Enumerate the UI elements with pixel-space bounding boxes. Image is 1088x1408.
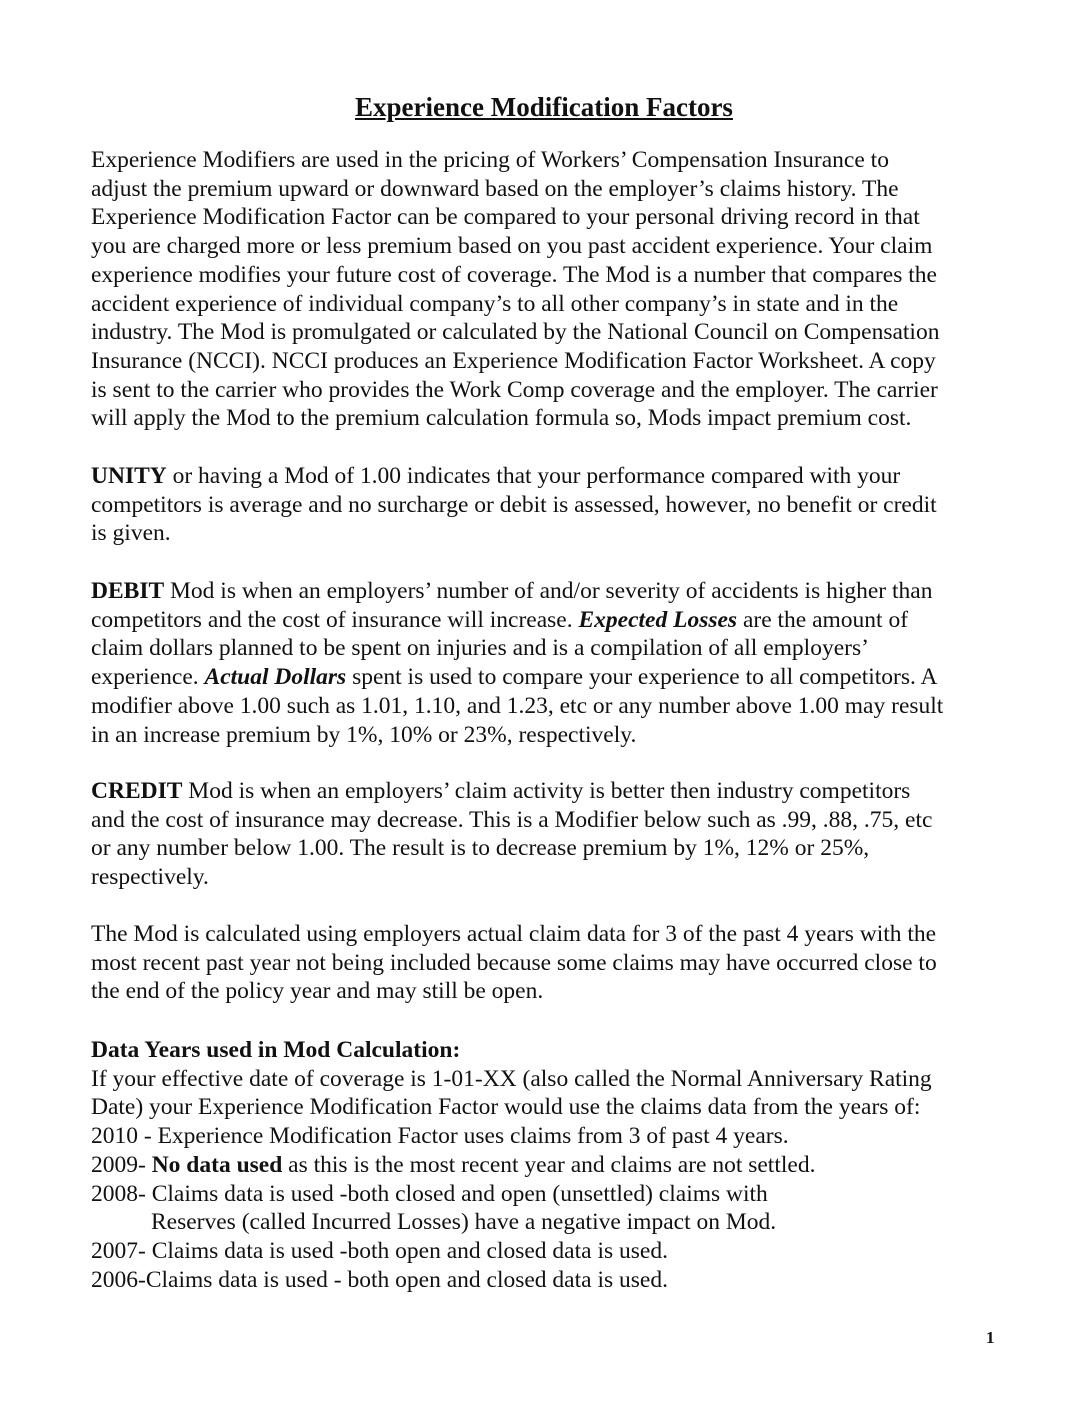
data-years-heading: Data Years used in Mod Calculation: (91, 1037, 461, 1063)
year-2006-line: 2006-Claims data is used - both open and closed data is used. (91, 1266, 668, 1293)
data-years-section (91, 1036, 1011, 1294)
page-number: 1 (986, 1328, 995, 1347)
expected-losses-term: Expected Losses (578, 606, 738, 633)
intro-line: industry. The Mod is promulgated or calculated by the National Council on Compensation (91, 319, 940, 346)
intro-line: experience modifies your future cost of coverage. The Mod is a number that compares the (91, 261, 937, 288)
debit-line: claim dollars planned to be spent on injuries and is a compilation of all employers’ (91, 635, 869, 662)
debit-line: in an increase premium by 1%, 10% or 23%, respectively. (91, 721, 637, 748)
intro-line: adjust the premium upward or downward based on the employer’s claims history. The (91, 175, 899, 202)
intro-line: Experience Modifiers are used in the pricing of Workers’ Compensation Insurance to (91, 147, 889, 173)
intro-line: will apply the Mod to the premium calculation formula so, Mods impact premium cost. (91, 405, 912, 432)
debit-term: DEBIT (91, 578, 165, 604)
intro-line: accident experience of individual company’s to all other company’s in state and in the (91, 290, 899, 317)
year-2007-line: 2007- Claims data is used -both open and closed data is used. (91, 1237, 668, 1264)
actual-dollars-term: Actual Dollars (204, 664, 347, 691)
year-2009-line: 2009- No data used as this is the most recent year and claims are not settled. (91, 1151, 816, 1178)
unity-line: UNITY or having a Mod of 1.00 indicates that your performance compared with your (91, 463, 901, 489)
credit-line: and the cost of insurance may decrease. This is a Modifier below such as .99, .88, .75, etc (91, 806, 933, 833)
data-years-line: Date) your Experience Modification Factor would use the claims data from the years of: (91, 1094, 921, 1121)
unity-line: is given. (91, 520, 171, 547)
debit-line: DEBIT Mod is when an employers’ number of and/or severity of accidents is higher than (91, 578, 933, 604)
unity-term: UNITY (91, 463, 167, 489)
intro-line: Insurance (NCCI). NCCI produces an Experience Modification Factor Worksheet. A copy (91, 347, 936, 374)
calculation-line: The Mod is calculated using employers actual claim data for 3 of the past 4 years with the (91, 921, 937, 947)
unity-paragraph (91, 462, 1011, 548)
calculation-line: most recent past year not being included because some claims may have occurred close to (91, 949, 937, 976)
credit-term: CREDIT (91, 778, 183, 804)
credit-line: respectively. (91, 864, 209, 891)
year-2008-line: 2008- Claims data is used -both closed and open (unsettled) claims with (91, 1180, 768, 1207)
intro-line: is sent to the carrier who provides the Work Comp coverage and the employer. The carrier (91, 376, 938, 403)
debit-line: modifier above 1.00 such as 1.01, 1.10, and 1.23, etc or any number above 1.00 may result (91, 692, 944, 719)
debit-line: competitors and the cost of insurance will increase. Expected Losses are the amount of (91, 606, 909, 633)
document-title: Experience Modification Factors (355, 92, 733, 122)
debit-paragraph (91, 577, 1011, 749)
intro-line: Experience Modification Factor can be compared to your personal driving record in that (91, 204, 920, 231)
data-years-line: If your effective date of coverage is 1-01-XX (also called the Normal Anniversary Rating (91, 1065, 932, 1092)
unity-line: competitors is average and no surcharge or debit is assessed, however, no benefit or credit (91, 491, 937, 518)
calculation-line: the end of the policy year and may still be open. (91, 978, 544, 1005)
intro-paragraph (91, 146, 1011, 433)
credit-paragraph (91, 777, 1011, 892)
credit-line: CREDIT Mod is when an employers’ claim activity is better then industry competitors (91, 778, 911, 804)
credit-line: or any number below 1.00. The result is to decrease premium by 1%, 12% or 25%, (91, 835, 870, 862)
intro-line: you are charged more or less premium based on you past accident experience. Your claim (91, 233, 933, 260)
year-2008-continuation: Reserves (called Incurred Losses) have a negative impact on Mod. (151, 1209, 777, 1236)
debit-line: experience. Actual Dollars spent is used to compare your experience to all competitors. A (91, 664, 938, 691)
calculation-paragraph (91, 920, 1011, 1006)
year-2010-line: 2010 - Experience Modification Factor uses claims from 3 of past 4 years. (91, 1123, 789, 1150)
